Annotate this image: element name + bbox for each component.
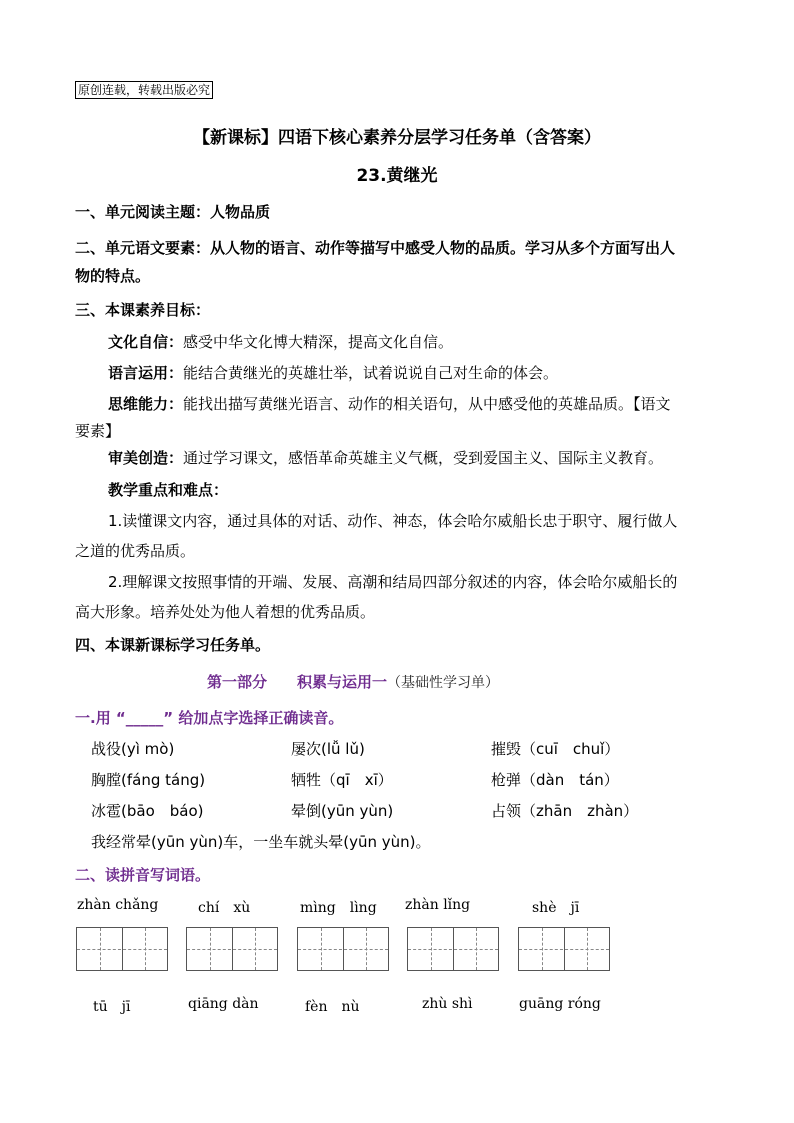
document-title: 【新课标】四语下核心素养分层学习任务单（含答案） xyxy=(193,128,601,148)
goal-label: 思维能力： xyxy=(108,395,184,413)
goal-label: 文化自信： xyxy=(108,333,184,351)
goal-text: 能找出描写黄继光语言、动作的相关语句，从中感受他的英雄品质。【语文 xyxy=(183,395,671,413)
pinyin-word: qiāng dàn xyxy=(188,996,259,1012)
writing-grid[interactable] xyxy=(186,927,278,971)
goal-aesthetic xyxy=(108,447,663,469)
section-2-label: 二、单元语文要素： xyxy=(75,239,211,257)
pinyin-item: 战役(yì mò) xyxy=(91,740,175,758)
key-point-1-line1: 1.读懂课文内容，通过具体的对话、动作、神态，体会哈尔威船长忠于职守、履行做人 xyxy=(108,512,678,530)
question-2-label: 二、读拼音写词语。 xyxy=(75,866,211,884)
pinyin-item: 冰雹(bāo báo) xyxy=(91,802,204,820)
writing-grid[interactable] xyxy=(518,927,610,971)
section-3-label: 三、本课素养目标： xyxy=(75,301,211,319)
part-1-subtitle: （基础性学习单） xyxy=(387,675,500,691)
pinyin-word: zhàn lǐng xyxy=(405,897,471,913)
goal-text: 感受中华文化博大精深，提高文化自信。 xyxy=(183,333,454,351)
pinyin-word: fèn nù xyxy=(305,999,360,1015)
writing-grid[interactable] xyxy=(297,927,389,971)
section-2-line2: 物的特点。 xyxy=(75,267,151,285)
part-1-title: 第一部分 积累与运用一 xyxy=(207,673,388,691)
goal-label: 语言运用： xyxy=(108,364,184,382)
pinyin-item: 占领（zhān zhàn） xyxy=(491,802,639,820)
pinyin-word: guāng róng xyxy=(519,996,601,1012)
copyright-notice: 原创连载，转载出版必究 xyxy=(75,81,213,99)
section-1-value: 人物品质 xyxy=(210,203,271,221)
key-point-2-line1: 2.理解课文按照事情的开端、发展、高潮和结局四部分叙述的内容，体会哈尔威船长的 xyxy=(108,573,678,591)
section-4: 四、本课新课标学习任务单。 xyxy=(75,636,271,654)
pinyin-item: 晕倒(yūn yùn) xyxy=(291,802,394,820)
key-point-1-line2: 之道的优秀品质。 xyxy=(75,542,196,560)
pinyin-word: tū jī xyxy=(93,999,131,1015)
section-1 xyxy=(75,201,270,223)
section-2-text: 从人物的语言、动作等描写中感受人物的品质。学习从多个方面写出人 xyxy=(210,239,676,257)
section-2-line1 xyxy=(75,237,675,259)
goal-thinking-cont: 要素】 xyxy=(75,422,121,440)
pinyin-item: 胸膛(fáng táng) xyxy=(91,771,206,789)
key-point-2-line2: 高大形象。培养处处为他人着想的优秀品质。 xyxy=(75,603,376,621)
goal-label: 审美创造： xyxy=(108,449,184,467)
goal-text: 能结合黄继光的英雄壮举，试着说说自己对生命的体会。 xyxy=(183,364,559,382)
goal-thinking xyxy=(108,393,671,415)
goal-culture xyxy=(108,331,453,353)
goal-text: 通过学习课文，感悟革命英雄主义气概，受到爱国主义、国际主义教育。 xyxy=(183,449,664,467)
pinyin-word: chí xù xyxy=(198,900,251,916)
key-points-label: 教学重点和难点： xyxy=(108,481,229,499)
part-1-heading xyxy=(207,671,499,694)
pinyin-sentence: 我经常晕(yūn yùn)车，一坐车就头晕(yūn yùn)。 xyxy=(91,833,431,851)
pinyin-word: zhàn chǎng xyxy=(77,897,159,913)
pinyin-word: zhù shì xyxy=(422,996,473,1012)
lesson-title: 23.黄继光 xyxy=(356,166,438,186)
pinyin-item: 牺牲（qī xī） xyxy=(291,771,393,789)
writing-grid[interactable] xyxy=(407,927,499,971)
question-1-label: 一.用 “_____” 给加点字选择正确读音。 xyxy=(75,709,344,727)
pinyin-word: mìng lìng xyxy=(300,900,377,916)
section-1-label: 一、单元阅读主题： xyxy=(75,203,211,221)
writing-grid[interactable] xyxy=(76,927,168,971)
pinyin-word: shè jī xyxy=(532,900,580,916)
pinyin-item: 摧毁（cuī chuǐ） xyxy=(491,740,620,758)
pinyin-item: 枪弹（dàn tán） xyxy=(491,771,619,789)
goal-language xyxy=(108,362,558,384)
pinyin-item: 屡次(lǚ lǔ) xyxy=(291,740,365,758)
